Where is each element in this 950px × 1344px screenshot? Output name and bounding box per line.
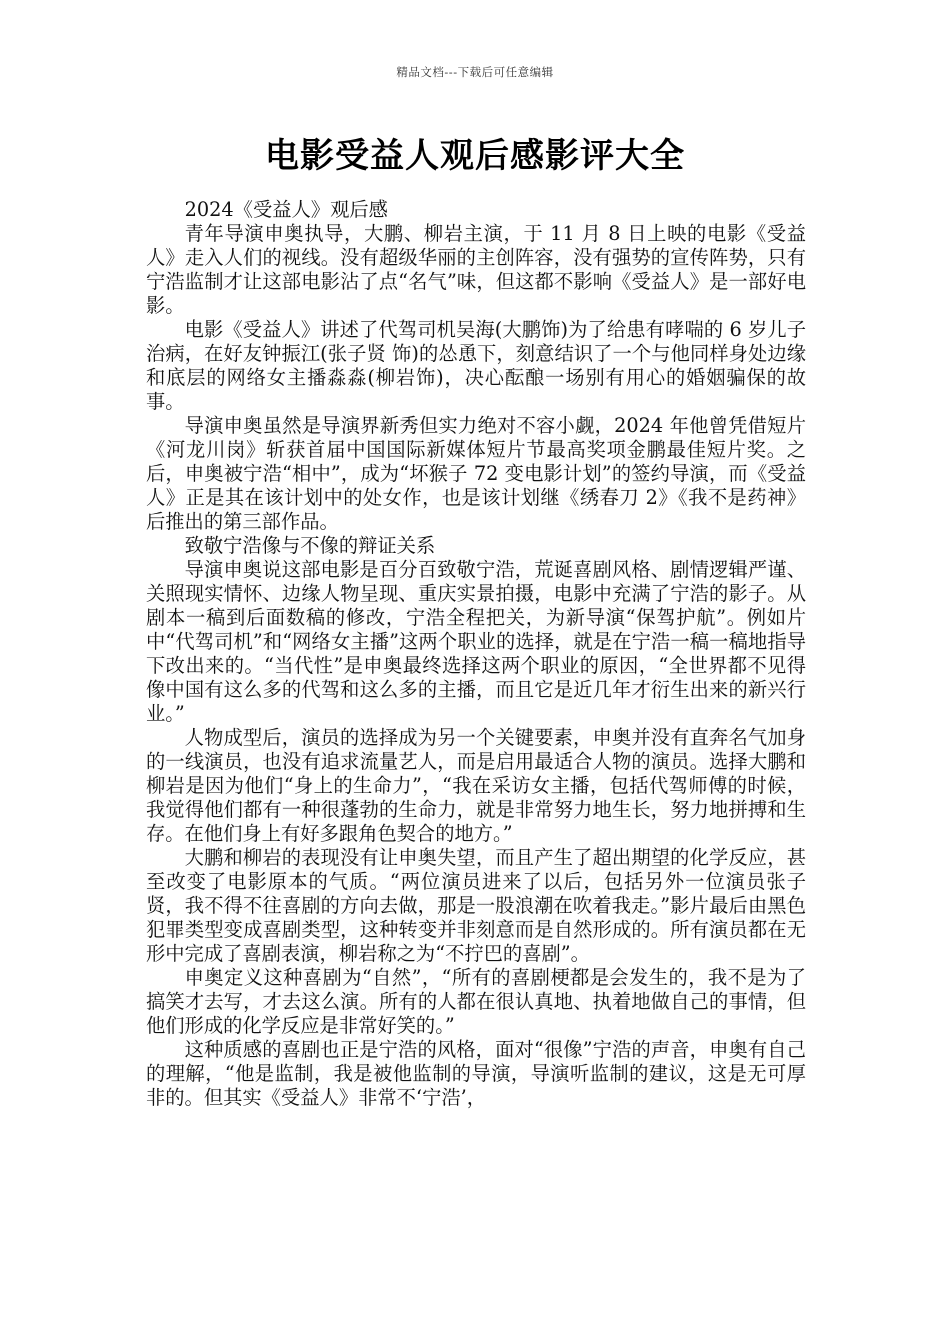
document-title: 电影受益人观后感影评大全 [265,136,685,176]
paragraph-chemistry: 大鹏和柳岩的表现没有让申奥失望，而且产生了超出期望的化学反应，甚至改变了电影原本的气质。“两位演员进来了以后，包括另外一位演员张子贤，我不得不往喜剧的方向去做，那是一股浪潮在吹着我走。”影片最后由黑色犯罪类型变成喜剧类型，这种转变并非刻意而是自然形成的。所有演员都在无形中完成了喜剧表演，柳岩称之为“不拧巴的喜剧”。 [146,846,806,965]
paragraph-comedy: 申奥定义这种喜剧为“自然”，“所有的喜剧梗都是会发生的，我不是为了搞笑才去写，才去这么演。所有的人都在很认真地、执着地做自己的事情，但他们形成的化学反应是非常好笑的。” [146,966,806,1037]
paragraph-style: 这种质感的喜剧也正是宁浩的风格，面对“很像”宁浩的声音，申奥有自己的理解，“他是监制，我是被他监制的导演，导演听监制的建议，这是无可厚非的。但其实《受益人》非常不‘宁浩’， [146,1038,806,1109]
paragraph-director: 导演申奥虽然是导演界新秀但实力绝对不容小觑，2024 年他曾凭借短片《河龙川岗》斩获首届中国国际新媒体短片节最高奖项金鹏最佳短片奖。之后，申奥被宁浩“相中”，成为“坏猴子 72 变电影计划”的签约导演，而《受益人》正是其在该计划中的处女作，也是该计划继《绣春刀 2》《我不是药神》后推出的第三部作品。 [146,414,806,533]
paragraph-tribute: 导演申奥说这部电影是百分百致敬宁浩，荒诞喜剧风格、剧情逻辑严谨、关照现实情怀、边缘人物呈现、重庆实景拍摄，电影中充满了宁浩的影子。从剧本一稿到后面数稿的修改，宁浩全程把关，为新导演“保驾护航”。例如片中“代驾司机”和“网络女主播”这两个职业的选择，就是在宁浩一稿一稿地指导下改出来的。“当代性”是申奥最终选择这两个职业的原因，“全世界都不见得像中国有这么多的代驾和这么多的主播，而且它是近几年才衍生出来的新兴行业。” [146,558,806,725]
paragraph-plot: 电影《受益人》讲述了代驾司机吴海(大鹏饰)为了给患有哮喘的 6 岁儿子治病，在好友钟振江(张子贤 饰)的怂恿下，刻意结识了一个与他同样身处边缘和底层的网络女主播淼淼(柳岩饰)，决心酝酿一场别有用心的婚姻骗保的故事。 [146,318,806,413]
paragraph-casting: 人物成型后，演员的选择成为另一个关键要素，申奥并没有直奔名气加身的一线演员，也没有追求流量艺人，而是启用最适合人物的演员。选择大鹏和柳岩是因为他们“身上的生命力”，“我在采访女主播，包括代驾师傅的时候，我觉得他们都有一种很蓬勃的生命力，就是非常努力地生长，努力地拼搏和生存。在他们身上有好多跟角色契合的地方。” [146,726,806,845]
paragraph-intro: 青年导演申奥执导，大鹏、柳岩主演，于 11 月 8 日上映的电影《受益人》走入人们的视线。没有超级华丽的主创阵容，没有强势的宣传阵势，只有宁浩监制才让这部电影沾了点“名气”味，但这都不影响《受益人》是一部好电影。 [146,222,806,317]
paragraph-subheading-tribute: 致敬宁浩像与不像的辩证关系 [184,534,436,557]
document-body [146,198,806,1110]
header-note: 精品文档---下载后可任意编辑 [396,65,554,79]
paragraph-subheading-review: 2024《受益人》观后感 [184,198,388,221]
